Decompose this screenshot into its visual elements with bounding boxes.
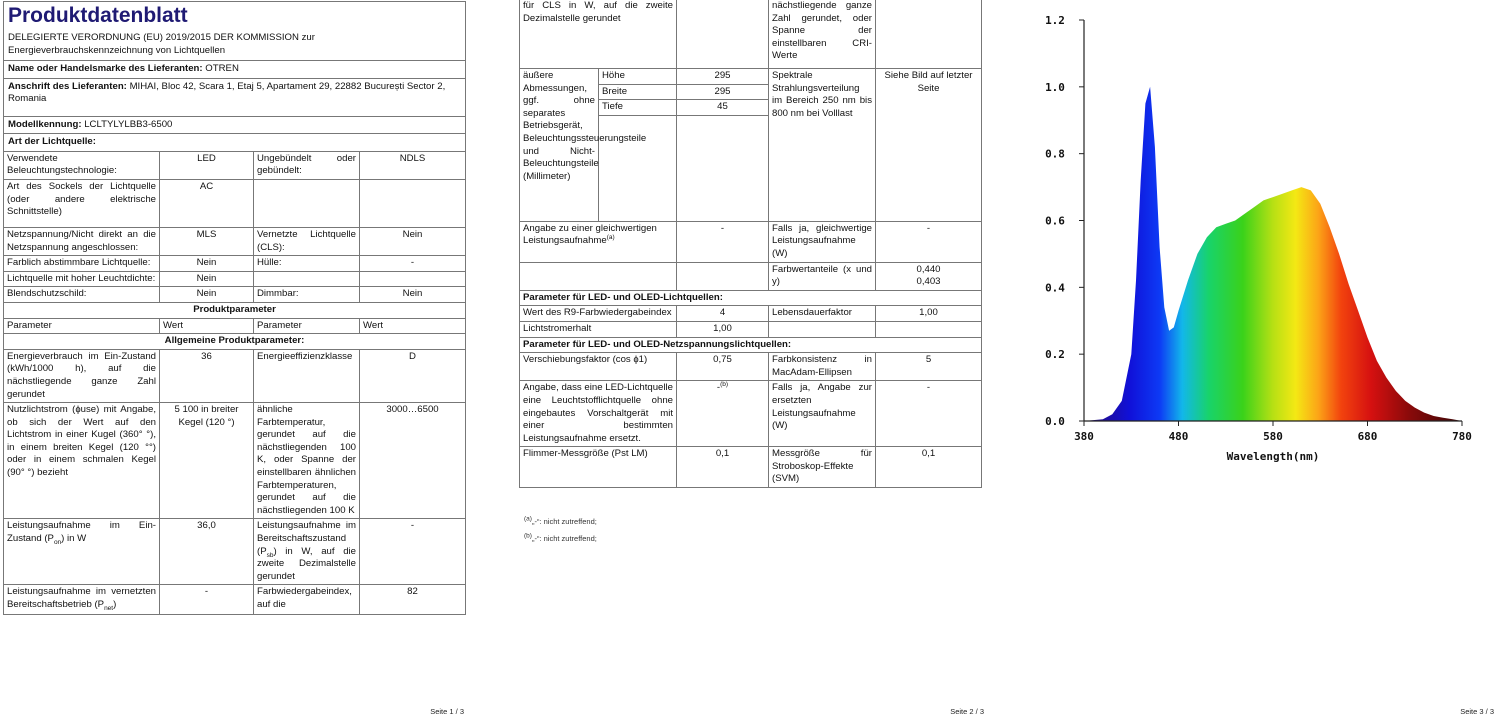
led-oled-heading: Parameter für LED- und OLED-Lichtquellen: bbox=[520, 290, 982, 306]
flux-value: 5 100 in breiter Kegel (120 °) bbox=[160, 403, 254, 519]
equiv-label: Angabe zu einer gleichwertigen Leistungsaufnahme$^{(a)}$ bbox=[520, 221, 677, 262]
tech-label: Verwendete Beleuchtungstechnologie: bbox=[4, 151, 160, 179]
displacement-factor-label: Verschiebungsfaktor (cos ɸ1) bbox=[520, 353, 677, 381]
equiv-power-label: Falls ja, gleichwertige Leistungsaufnahme (W) bbox=[769, 221, 876, 262]
directional-label: Ungebündelt oder gebündelt: bbox=[254, 151, 360, 179]
y-tick-label: 0.8 bbox=[1045, 147, 1065, 161]
x-tick-label: 780 bbox=[1452, 430, 1472, 443]
page-title: Produktdatenblatt bbox=[8, 4, 188, 27]
mains-value: MLS bbox=[160, 227, 254, 255]
y-tick-label: 0.6 bbox=[1045, 214, 1065, 228]
dimensions-label: äußere Abmessungen, ggf. ohne separates Betriebsgerät, Beleuchtungssteuerungsteile und Nicht-Beleuchtungsteile (Millimeter) bbox=[520, 69, 599, 222]
page-number: Seite 1 / 3 bbox=[430, 707, 464, 716]
y-tick-label: 1.0 bbox=[1045, 80, 1065, 94]
model-label: Modellkennung: bbox=[8, 118, 82, 130]
empty-cell bbox=[254, 179, 360, 227]
cri-value: 82 bbox=[360, 585, 466, 615]
dimmable-label: Dimmbar: bbox=[254, 287, 360, 303]
pnet-label: Leistungsaufnahme im vernetzten Bereitschaftsbetrieb $(P_{net})$ bbox=[4, 585, 160, 615]
lumen-maintenance-value: 1,00 bbox=[677, 321, 769, 337]
x-tick-label: 580 bbox=[1263, 430, 1283, 443]
footnote-a: $^{(a)}$„-“: nicht zutreffend; bbox=[524, 515, 597, 526]
energy-label: Energieverbrauch im Ein-Zustand (kWh/1000 h), auf die nächstliegende ganze Zahl gerundet bbox=[4, 349, 160, 402]
dim-width-value: 295 bbox=[677, 84, 769, 100]
cls-value: Nein bbox=[360, 227, 466, 255]
y-tick-label: 0.2 bbox=[1045, 348, 1065, 362]
flux-label: Nutzlichtstrom (ɸuse) mit Angabe, ob sich der Wert auf den Lichtstrom in einer Kugel (360° °), in einem breiten Kegel (120 °°) oder in einem schmalen Kegel (90° °) bezieht bbox=[4, 403, 160, 519]
life-factor-value: 1,00 bbox=[876, 306, 982, 322]
spectral-value: Siehe Bild auf letzter Seite bbox=[876, 69, 982, 222]
dim-width-label: Breite bbox=[599, 84, 677, 100]
energy-value: 36 bbox=[160, 349, 254, 402]
supplier-value: OTREN bbox=[205, 63, 239, 74]
datasheet-table-2 bbox=[519, 0, 982, 488]
empty-cell bbox=[360, 179, 466, 227]
psb-label: Leistungsaufnahme im Bereitschaftszustand $(P_{sb})$ in W, auf die zweite Dezimalstelle gerundet bbox=[254, 519, 360, 585]
pnet-value: - bbox=[160, 585, 254, 615]
replacement-value: -$^{(b)}$ bbox=[677, 381, 769, 447]
cri-continued: nächstliegende ganze Zahl gerundet, oder Spanne der einstellbaren CRI-Werte bbox=[769, 0, 876, 69]
replacement-power-value: - bbox=[876, 381, 982, 447]
svm-value: 0,1 bbox=[876, 447, 982, 488]
footnote-b: $^{(b)}$„-“: nicht zutreffend; bbox=[524, 532, 597, 543]
empty-cell bbox=[876, 321, 982, 337]
address-value: MIHAI, Bloc 42, Scara 1, Etaj 5, Apartament 29, 22882 București Sector 2, Romania bbox=[8, 80, 446, 105]
antiglare-value: Nein bbox=[160, 287, 254, 303]
equiv-value: - bbox=[677, 221, 769, 262]
empty-cell bbox=[254, 271, 360, 287]
dim-depth-value: 45 bbox=[677, 100, 769, 116]
x-axis-label: Wavelength(nm) bbox=[1226, 450, 1320, 463]
macadam-value: 5 bbox=[876, 353, 982, 381]
flicker-label: Flimmer-Messgröße (Pst LM) bbox=[520, 447, 677, 488]
envelope-label: Hülle: bbox=[254, 256, 360, 272]
r9-value: 4 bbox=[677, 306, 769, 322]
spectral-label: Spektrale Strahlungsverteilung im Bereich 250 nm bis 800 nm bei Volllast bbox=[769, 69, 876, 222]
cls-standby-continued: für CLS in W, auf die zweite Dezimalstelle gerundet bbox=[520, 0, 677, 69]
tunable-label: Farblich abstimmbare Lichtquelle: bbox=[4, 256, 160, 272]
high-luminance-label: Lichtquelle mit hoher Leuchtdichte: bbox=[4, 271, 160, 287]
empty-cell bbox=[360, 271, 466, 287]
pon-label: Leistungsaufnahme im Ein-Zustand $(P_{on})$ in W bbox=[4, 519, 160, 585]
high-luminance-value: Nein bbox=[160, 271, 254, 287]
cct-value: 3000…6500 bbox=[360, 403, 466, 519]
flicker-value: 0,1 bbox=[677, 447, 769, 488]
lumen-maintenance-label: Lichtstromerhalt bbox=[520, 321, 677, 337]
empty-cell bbox=[677, 262, 769, 290]
svm-label: Messgröße für Stroboskop-Effekte (SVM) bbox=[769, 447, 876, 488]
cri-label: Farbwiedergabeindex, auf die bbox=[254, 585, 360, 615]
x-tick-label: 480 bbox=[1168, 430, 1189, 443]
dim-height-value: 295 bbox=[677, 69, 769, 85]
chromaticity-value: 0,440 0,403 bbox=[876, 262, 982, 290]
header-value: Wert bbox=[160, 318, 254, 334]
spectrum-area bbox=[1084, 87, 1462, 421]
cap-label: Art des Sockels der Lichtquelle (oder andere elektrische Schnittstelle) bbox=[4, 179, 160, 227]
header-parameter: Parameter bbox=[254, 318, 360, 334]
cls-label: Vernetzte Lichtquelle (CLS): bbox=[254, 227, 360, 255]
regulation-text: DELEGIERTE VERORDNUNG (EU) 2019/2015 DER KOMMISSION zur Energieverbrauchskennzeichnung von Lichtquellen bbox=[8, 32, 315, 56]
header-parameter: Parameter bbox=[4, 318, 160, 334]
page-number: Seite 3 / 3 bbox=[1460, 707, 1494, 716]
supplier-label: Name oder Handelsmarke des Lieferanten: bbox=[8, 63, 203, 74]
displacement-factor-value: 0,75 bbox=[677, 353, 769, 381]
page-1 bbox=[0, 0, 470, 718]
envelope-value: - bbox=[360, 256, 466, 272]
life-factor-label: Lebensdauerfaktor bbox=[769, 306, 876, 322]
eeclass-label: Energieeffizienzklasse bbox=[254, 349, 360, 402]
empty-cell bbox=[520, 262, 677, 290]
page-3 bbox=[1030, 0, 1500, 718]
dim-height-label: Höhe bbox=[599, 69, 677, 85]
product-params-heading: Produktparameter bbox=[4, 302, 466, 318]
chromaticity-label: Farbwertanteile (x und y) bbox=[769, 262, 876, 290]
lightsource-type-heading: Art der Lichtquelle: bbox=[4, 134, 466, 152]
x-tick-label: 380 bbox=[1074, 430, 1094, 443]
pon-value: 36,0 bbox=[160, 519, 254, 585]
cct-label: ähnliche Farbtemperatur, gerundet auf die nächstliegenden 100 K, oder Spanne der einstellbaren ähnlichen Farbtemperaturen, gerundet auf die nächstliegenden 100 K bbox=[254, 403, 360, 519]
chart-plot-area bbox=[1084, 87, 1462, 421]
empty-cell bbox=[769, 321, 876, 337]
y-tick-label: 1.2 bbox=[1045, 14, 1065, 27]
spectrum-chart bbox=[1030, 0, 1500, 480]
y-tick-label: 0.0 bbox=[1045, 415, 1065, 428]
model-value: LCLTYLYLBB3-6500 bbox=[84, 118, 173, 130]
empty-cell bbox=[677, 0, 769, 69]
dim-depth-label: Tiefe bbox=[599, 100, 677, 116]
tech-value: LED bbox=[160, 151, 254, 179]
psb-value: - bbox=[360, 519, 466, 585]
y-tick-label: 0.4 bbox=[1045, 281, 1065, 295]
eeclass-value: D bbox=[360, 349, 466, 402]
equiv-power-value: - bbox=[876, 221, 982, 262]
tunable-value: Nein bbox=[160, 256, 254, 272]
x-tick-label: 680 bbox=[1357, 430, 1378, 443]
page-2 bbox=[500, 0, 990, 718]
replacement-power-label: Falls ja, Angabe zur ersetzten Leistungsaufnahme (W) bbox=[769, 381, 876, 447]
empty-cell bbox=[876, 0, 982, 69]
address-label: Anschrift des Lieferanten: bbox=[8, 80, 127, 92]
replacement-label: Angabe, dass eine LED-Lichtquelle eine Leuchtstofflichtquelle ohne eingebautes Vorschaltgerät mit einer bestimmten Leistungsaufnahme ersetzt. bbox=[520, 381, 677, 447]
general-params-heading: Allgemeine Produktparameter: bbox=[4, 334, 466, 350]
header-value: Wert bbox=[360, 318, 466, 334]
datasheet-table-1 bbox=[3, 1, 466, 615]
directional-value: NDLS bbox=[360, 151, 466, 179]
cap-value: AC bbox=[160, 179, 254, 227]
r9-label: Wert des R9-Farbwiedergabeindex bbox=[520, 306, 677, 322]
mains-label: Netzspannung/Nicht direkt an die Netzspannung angeschlossen: bbox=[4, 227, 160, 255]
macadam-label: Farbkonsistenz in MacAdam-Ellipsen bbox=[769, 353, 876, 381]
led-oled-mains-heading: Parameter für LED- und OLED-Netzspannungslichtquellen: bbox=[520, 337, 982, 353]
dimmable-value: Nein bbox=[360, 287, 466, 303]
antiglare-label: Blendschutzschild: bbox=[4, 287, 160, 303]
page-number: Seite 2 / 3 bbox=[950, 707, 984, 716]
